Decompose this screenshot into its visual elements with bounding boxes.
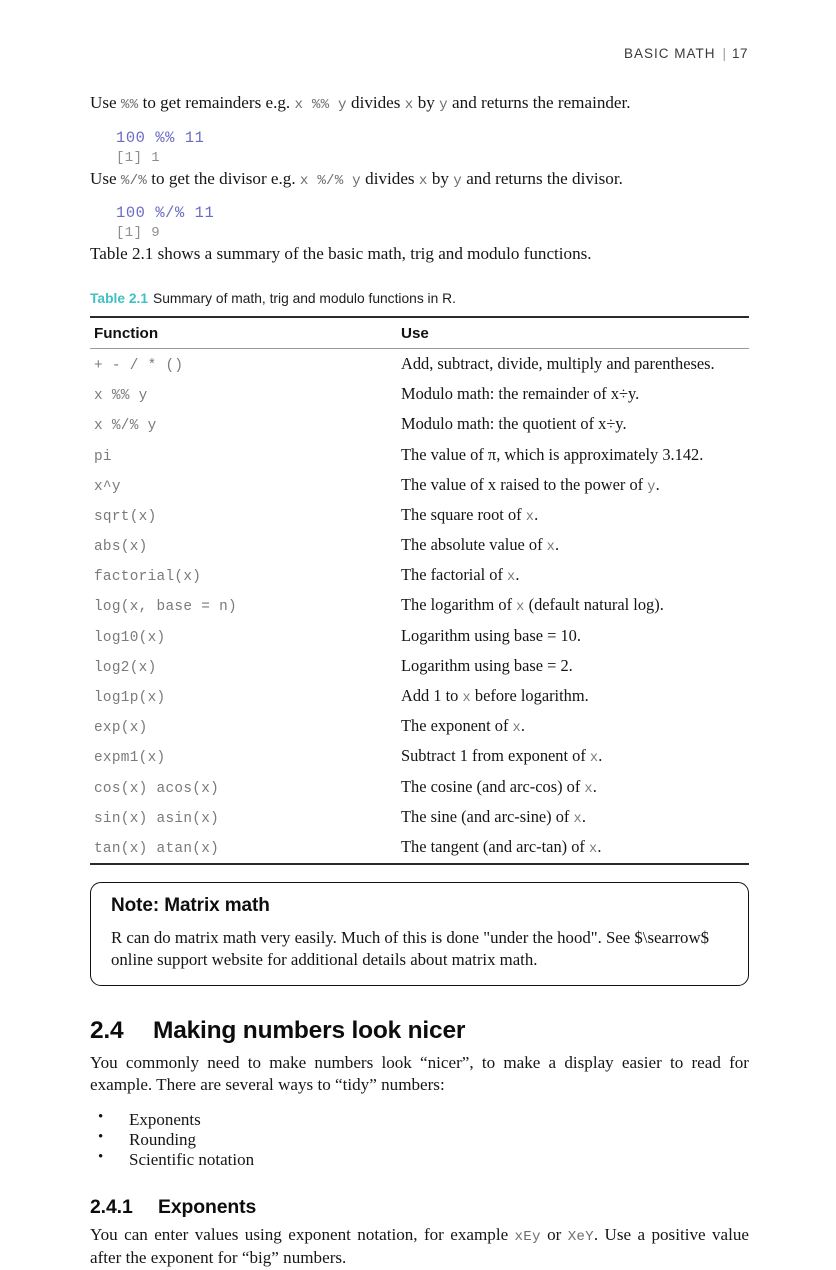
- cell-function: cos(x) acos(x): [94, 780, 220, 797]
- cell-function: tan(x) atan(x): [90, 832, 397, 864]
- cell-function: expm1(x): [94, 750, 166, 767]
- table-row: [90, 832, 749, 864]
- cell-function: log1p(x): [94, 690, 166, 707]
- column-header-function: Function: [90, 317, 397, 349]
- table-row: [90, 802, 749, 832]
- cell-function: x %% y: [94, 388, 148, 405]
- use-text: Modulo math: the remainder of x÷y.: [401, 384, 640, 404]
- text-fragment: divides: [346, 93, 405, 112]
- paragraph-section-2-4: You commonly need to make numbers look “nicer”, to make a display easier to read for example. There are several ways to “tidy” numbers:: [90, 1052, 749, 1095]
- use-text-tail: .: [581, 806, 586, 826]
- section-title: Making numbers look nicer: [153, 1016, 466, 1044]
- table-row: [90, 741, 749, 771]
- use-text: Add, subtract, divide, multiply and parentheses.: [401, 353, 715, 373]
- cell-function: x^y: [94, 478, 121, 495]
- use-text: Logarithm using base = 2.: [401, 655, 573, 675]
- inline-code: y: [343, 172, 361, 189]
- use-text: The tangent (and arc-tan) of: [401, 836, 589, 856]
- code-chunk: [116, 203, 749, 243]
- cell-function: + - / * (): [94, 357, 184, 374]
- text-fragment: to get remainders e.g.: [138, 93, 295, 112]
- table-row: [90, 500, 749, 530]
- subsection-number: 2.4.1: [90, 1196, 133, 1219]
- cell-use: [397, 439, 749, 469]
- section-heading-2-4: [90, 1017, 749, 1045]
- use-inline-code: y: [647, 479, 656, 495]
- functions-table: [90, 316, 749, 865]
- table-row: [90, 621, 749, 651]
- cell-use: [397, 530, 749, 560]
- use-text-tail: before logarithm.: [470, 686, 589, 706]
- cell-function: log(x, base = n): [94, 599, 237, 616]
- running-header: [624, 46, 748, 61]
- paragraph-remainder-intro: [90, 92, 749, 115]
- use-inline-code: x: [546, 540, 556, 556]
- cell-use: [397, 832, 749, 864]
- list-item: • Scientific notation: [90, 1150, 749, 1170]
- inline-code: x %% y: [294, 97, 347, 113]
- table-header-row: [90, 317, 749, 349]
- page-number: 17: [731, 46, 748, 61]
- paragraph-table-intro: Table 2.1 shows a summary of the basic math, trig and modulo functions.: [90, 244, 592, 264]
- inline-code: y: [453, 172, 462, 189]
- use-text: The factorial of: [401, 565, 508, 585]
- inline-code: xEy: [514, 1229, 541, 1246]
- cell-function: sin(x) asin(x): [94, 810, 220, 827]
- table-row: [90, 379, 749, 409]
- text-fragment: to get the divisor e.g.: [147, 168, 300, 188]
- table-row: [90, 771, 749, 801]
- use-inline-code: x: [516, 600, 525, 616]
- page-content: [90, 92, 749, 1270]
- use-inline-code: x: [584, 781, 593, 797]
- use-inline-code: x: [462, 691, 471, 707]
- text-fragment: divides: [360, 168, 419, 188]
- inline-code: XeY: [567, 1229, 594, 1246]
- use-text: Modulo math: the quotient of x÷y.: [401, 414, 627, 434]
- text-fragment: Use: [90, 168, 121, 188]
- column-header-use: Use: [397, 317, 749, 349]
- cell-use: [397, 348, 749, 379]
- inline-code: x %/%: [299, 172, 344, 189]
- use-text: The cosine (and arc-cos) of: [401, 776, 585, 796]
- code-output: [1] 9: [116, 225, 161, 242]
- inline-code: y: [439, 97, 448, 113]
- code-source: 100 %/% 11: [116, 204, 215, 223]
- section-number: 2.4: [90, 1016, 124, 1044]
- cell-function: abs(x): [94, 539, 148, 556]
- use-text: The absolute value of: [401, 535, 547, 555]
- cell-function: log2(x): [94, 659, 157, 676]
- use-text: The logarithm of: [401, 595, 517, 615]
- note-box-title: Note: Matrix math: [111, 894, 270, 916]
- running-header-title: BASIC MATH: [623, 46, 716, 61]
- use-text-tail: .: [555, 535, 560, 555]
- use-text: The exponent of: [401, 716, 513, 736]
- use-text-tail: .: [534, 504, 539, 524]
- cell-use: [397, 651, 749, 681]
- use-inline-code: x: [507, 570, 516, 586]
- cell-use: [397, 409, 749, 439]
- table-row: [90, 348, 749, 379]
- table-row: [90, 409, 749, 439]
- cell-function: x %/% y: [94, 418, 157, 435]
- text-fragment: Use: [90, 93, 121, 112]
- text-fragment: You can enter values using exponent notation, for example: [90, 1225, 515, 1245]
- note-box-body: R can do matrix math very easily. Much of this is done "under the hood". See $\searrow$ online support website for additional details about matrix math.: [111, 927, 709, 969]
- use-text: The value of π, which is approximately 3.142.: [401, 444, 704, 464]
- cell-function: factorial(x): [94, 569, 202, 586]
- use-text-tail: .: [592, 776, 597, 796]
- table-row: [90, 711, 749, 741]
- inline-code: %/%: [120, 172, 148, 189]
- use-text: Add 1 to: [401, 686, 463, 706]
- paragraph-divisor-intro: [90, 168, 749, 191]
- cell-use: [397, 560, 749, 590]
- list-item: • Exponents: [90, 1110, 749, 1130]
- tidy-methods-list: [90, 1110, 749, 1169]
- cell-use: [397, 621, 749, 651]
- use-text-tail: (default natural log).: [524, 595, 664, 615]
- cell-use: [397, 771, 749, 801]
- use-text: The square root of: [401, 504, 526, 524]
- code-output: [1] 1: [116, 149, 161, 166]
- subsection-title: Exponents: [158, 1196, 257, 1219]
- use-inline-code: x: [573, 811, 582, 827]
- inline-code: x: [404, 97, 414, 113]
- table-caption: [90, 291, 749, 306]
- table-row: [90, 470, 749, 500]
- table-row: [90, 590, 749, 620]
- cell-function: pi: [94, 448, 112, 465]
- use-inline-code: x: [525, 509, 535, 525]
- list-item: • Rounding: [90, 1130, 749, 1150]
- cell-use: [397, 500, 749, 530]
- use-text-tail: .: [515, 565, 520, 585]
- table-row: [90, 560, 749, 590]
- use-inline-code: x: [512, 721, 521, 737]
- code-source: 100 %% 11: [116, 128, 205, 147]
- cell-use: [397, 379, 749, 409]
- cell-function: log10(x): [94, 629, 166, 646]
- use-inline-code: x: [588, 841, 598, 857]
- cell-use: [397, 711, 749, 741]
- cell-use: [397, 802, 749, 832]
- use-text-tail: .: [520, 716, 525, 736]
- cell-use: [397, 741, 749, 771]
- cell-use: [397, 470, 749, 500]
- text-fragment: by: [427, 168, 454, 188]
- use-text: Logarithm using base = 10.: [401, 625, 581, 645]
- paragraph-section-2-4-1: [90, 1224, 749, 1270]
- cell-function: sqrt(x): [94, 508, 157, 525]
- text-fragment: . Use a positive value after the exponent for “big” numbers.: [90, 1225, 749, 1268]
- use-text: The sine (and arc-sine) of: [401, 806, 574, 826]
- text-fragment: or: [540, 1225, 568, 1245]
- use-text-tail: .: [655, 474, 660, 494]
- text-fragment: by: [413, 93, 440, 112]
- table-caption-label: Table 2.1: [90, 290, 149, 306]
- use-text-tail: .: [598, 746, 603, 766]
- table-row: [90, 439, 749, 469]
- table-caption-text: Summary of math, trig and modulo functions in R.: [153, 290, 456, 306]
- table-row: [90, 681, 749, 711]
- note-box: [90, 882, 749, 986]
- cell-use: [397, 681, 749, 711]
- use-inline-code: x: [589, 751, 599, 767]
- table-body: [90, 348, 749, 864]
- inline-code: %%: [120, 97, 139, 113]
- text-fragment: and returns the divisor.: [461, 168, 623, 188]
- cell-use: [397, 590, 749, 620]
- cell-function: exp(x): [94, 720, 148, 737]
- use-text: Subtract 1 from exponent of: [401, 746, 590, 766]
- use-text: The value of x raised to the power of: [401, 474, 648, 494]
- code-chunk: [116, 128, 749, 168]
- text-fragment: and returns the remainder.: [447, 93, 631, 112]
- use-text-tail: .: [597, 836, 602, 856]
- inline-code: x: [418, 172, 428, 189]
- table-row: [90, 530, 749, 560]
- running-header-separator: |: [722, 46, 727, 61]
- table-row: [90, 651, 749, 681]
